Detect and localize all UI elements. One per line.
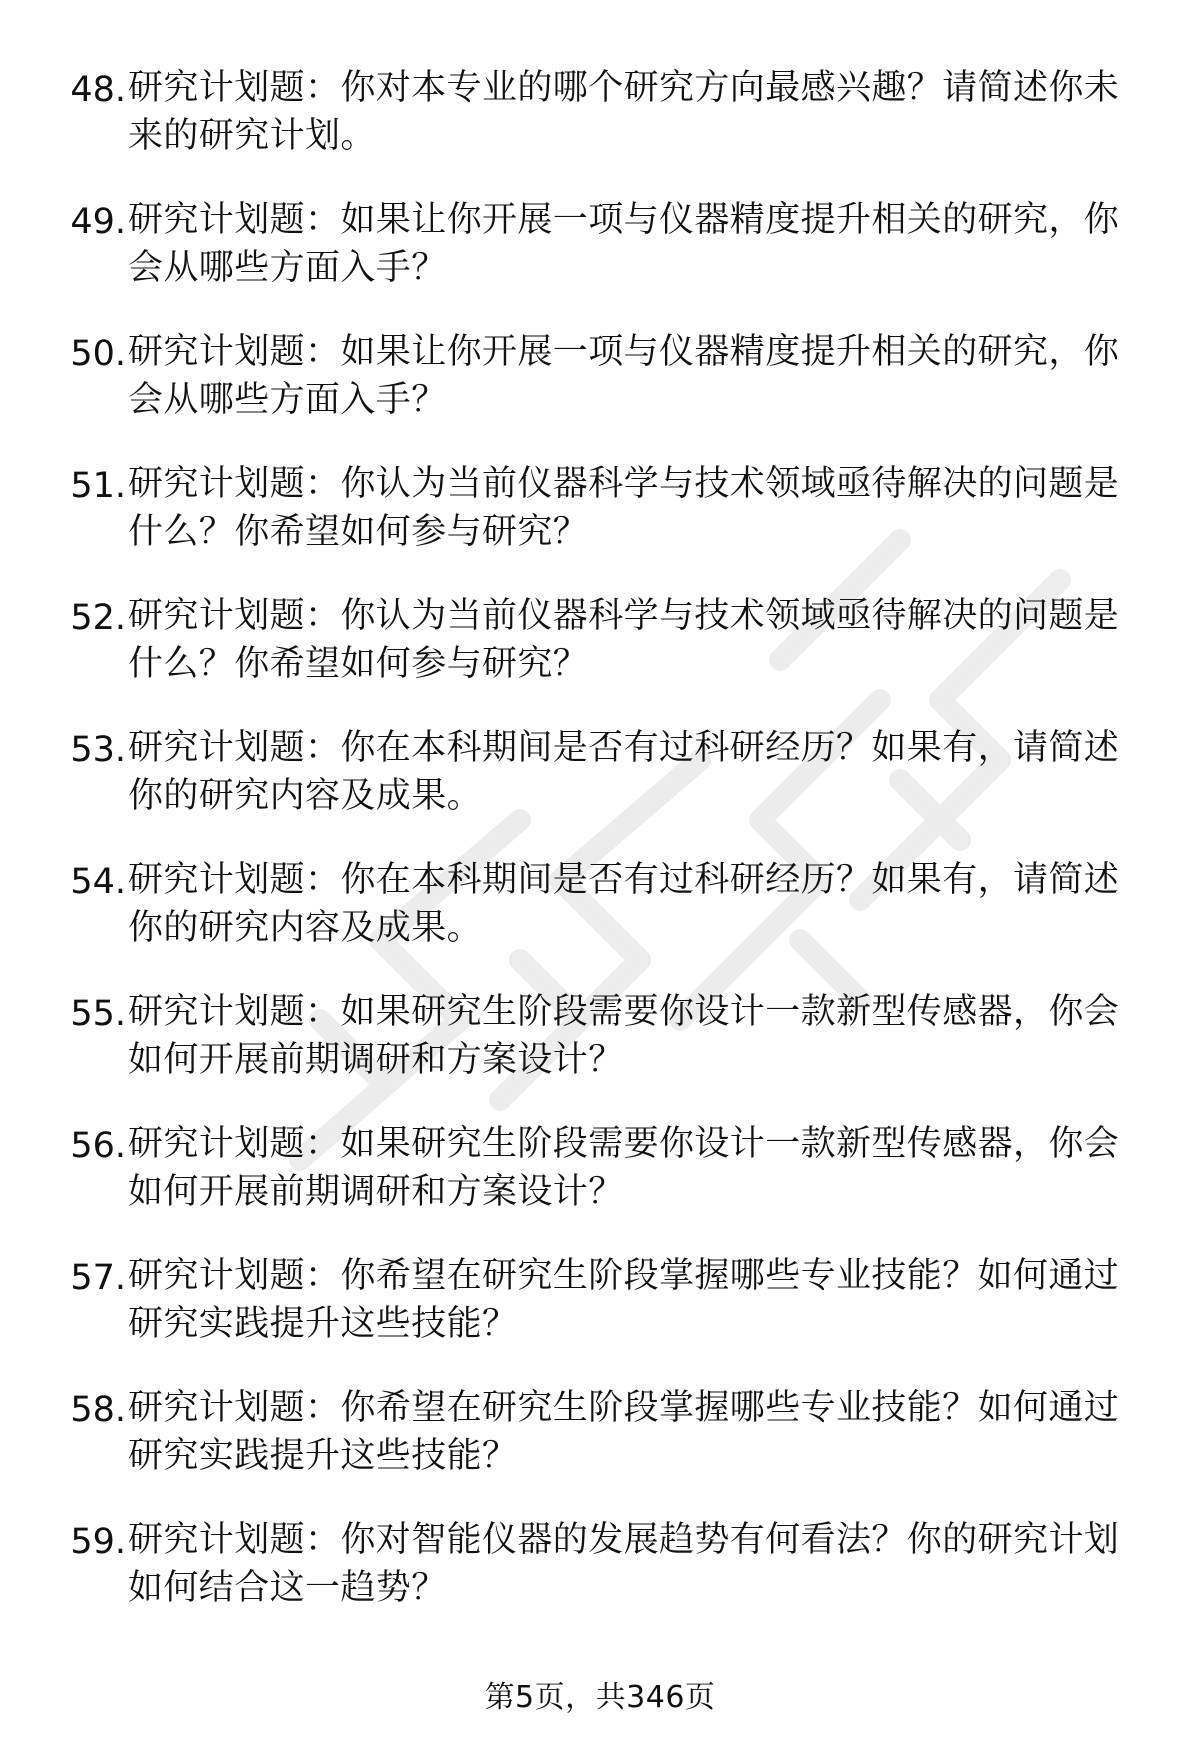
question-item: [0, 64, 1200, 196]
question-number: 50.: [70, 334, 126, 374]
question-text: 研究计划题：你希望在研究生阶段掌握哪些专业技能？如何通过研究实践提升这些技能？: [128, 1256, 1120, 1344]
question-text: 研究计划题：你在本科期间是否有过科研经历？如果有，请简述你的研究内容及成果。: [128, 728, 1120, 816]
question-text: 研究计划题：你认为当前仪器科学与技术领域亟待解决的问题是什么？你希望如何参与研究？: [128, 596, 1120, 684]
question-item: [0, 196, 1200, 328]
question-number: 48.: [70, 70, 126, 110]
question-number: 52.: [70, 598, 126, 638]
question-item: [0, 1252, 1200, 1384]
question-list: [0, 64, 1200, 1648]
question-number: 51.: [70, 466, 126, 506]
question-item: [0, 1516, 1200, 1648]
question-item: [0, 988, 1200, 1120]
question-number: 56.: [70, 1126, 126, 1166]
question-text: 研究计划题：你在本科期间是否有过科研经历？如果有，请简述你的研究内容及成果。: [128, 860, 1120, 948]
question-text: 研究计划题：你认为当前仪器科学与技术领域亟待解决的问题是什么？你希望如何参与研究？: [128, 464, 1120, 552]
question-number: 54.: [70, 862, 126, 902]
question-item: [0, 460, 1200, 592]
question-item: [0, 328, 1200, 460]
question-number: 59.: [70, 1522, 126, 1562]
question-item: [0, 1120, 1200, 1252]
question-item: [0, 592, 1200, 724]
question-text: 研究计划题：如果研究生阶段需要你设计一款新型传感器，你会如何开展前期调研和方案设计？: [128, 1124, 1120, 1212]
page-footer: 第5页，共346页: [484, 1680, 716, 1715]
question-number: 58.: [70, 1390, 126, 1430]
question-number: 49.: [70, 202, 126, 242]
question-number: 55.: [70, 994, 126, 1034]
question-text: 研究计划题：你对智能仪器的发展趋势有何看法？你的研究计划如何结合这一趋势？: [128, 1520, 1120, 1608]
question-text: 研究计划题：你对本专业的哪个研究方向最感兴趣？请简述你未来的研究计划。: [128, 68, 1120, 156]
question-text: 研究计划题：你希望在研究生阶段掌握哪些专业技能？如何通过研究实践提升这些技能？: [128, 1388, 1120, 1476]
question-item: [0, 1384, 1200, 1516]
question-text: 研究计划题：如果让你开展一项与仪器精度提升相关的研究，你会从哪些方面入手？: [128, 332, 1120, 420]
question-number: 53.: [70, 730, 126, 770]
question-text: 研究计划题：如果让你开展一项与仪器精度提升相关的研究，你会从哪些方面入手？: [128, 200, 1120, 288]
question-item: [0, 856, 1200, 988]
question-text: 研究计划题：如果研究生阶段需要你设计一款新型传感器，你会如何开展前期调研和方案设计？: [128, 992, 1120, 1080]
question-item: [0, 724, 1200, 856]
question-number: 57.: [70, 1258, 126, 1298]
